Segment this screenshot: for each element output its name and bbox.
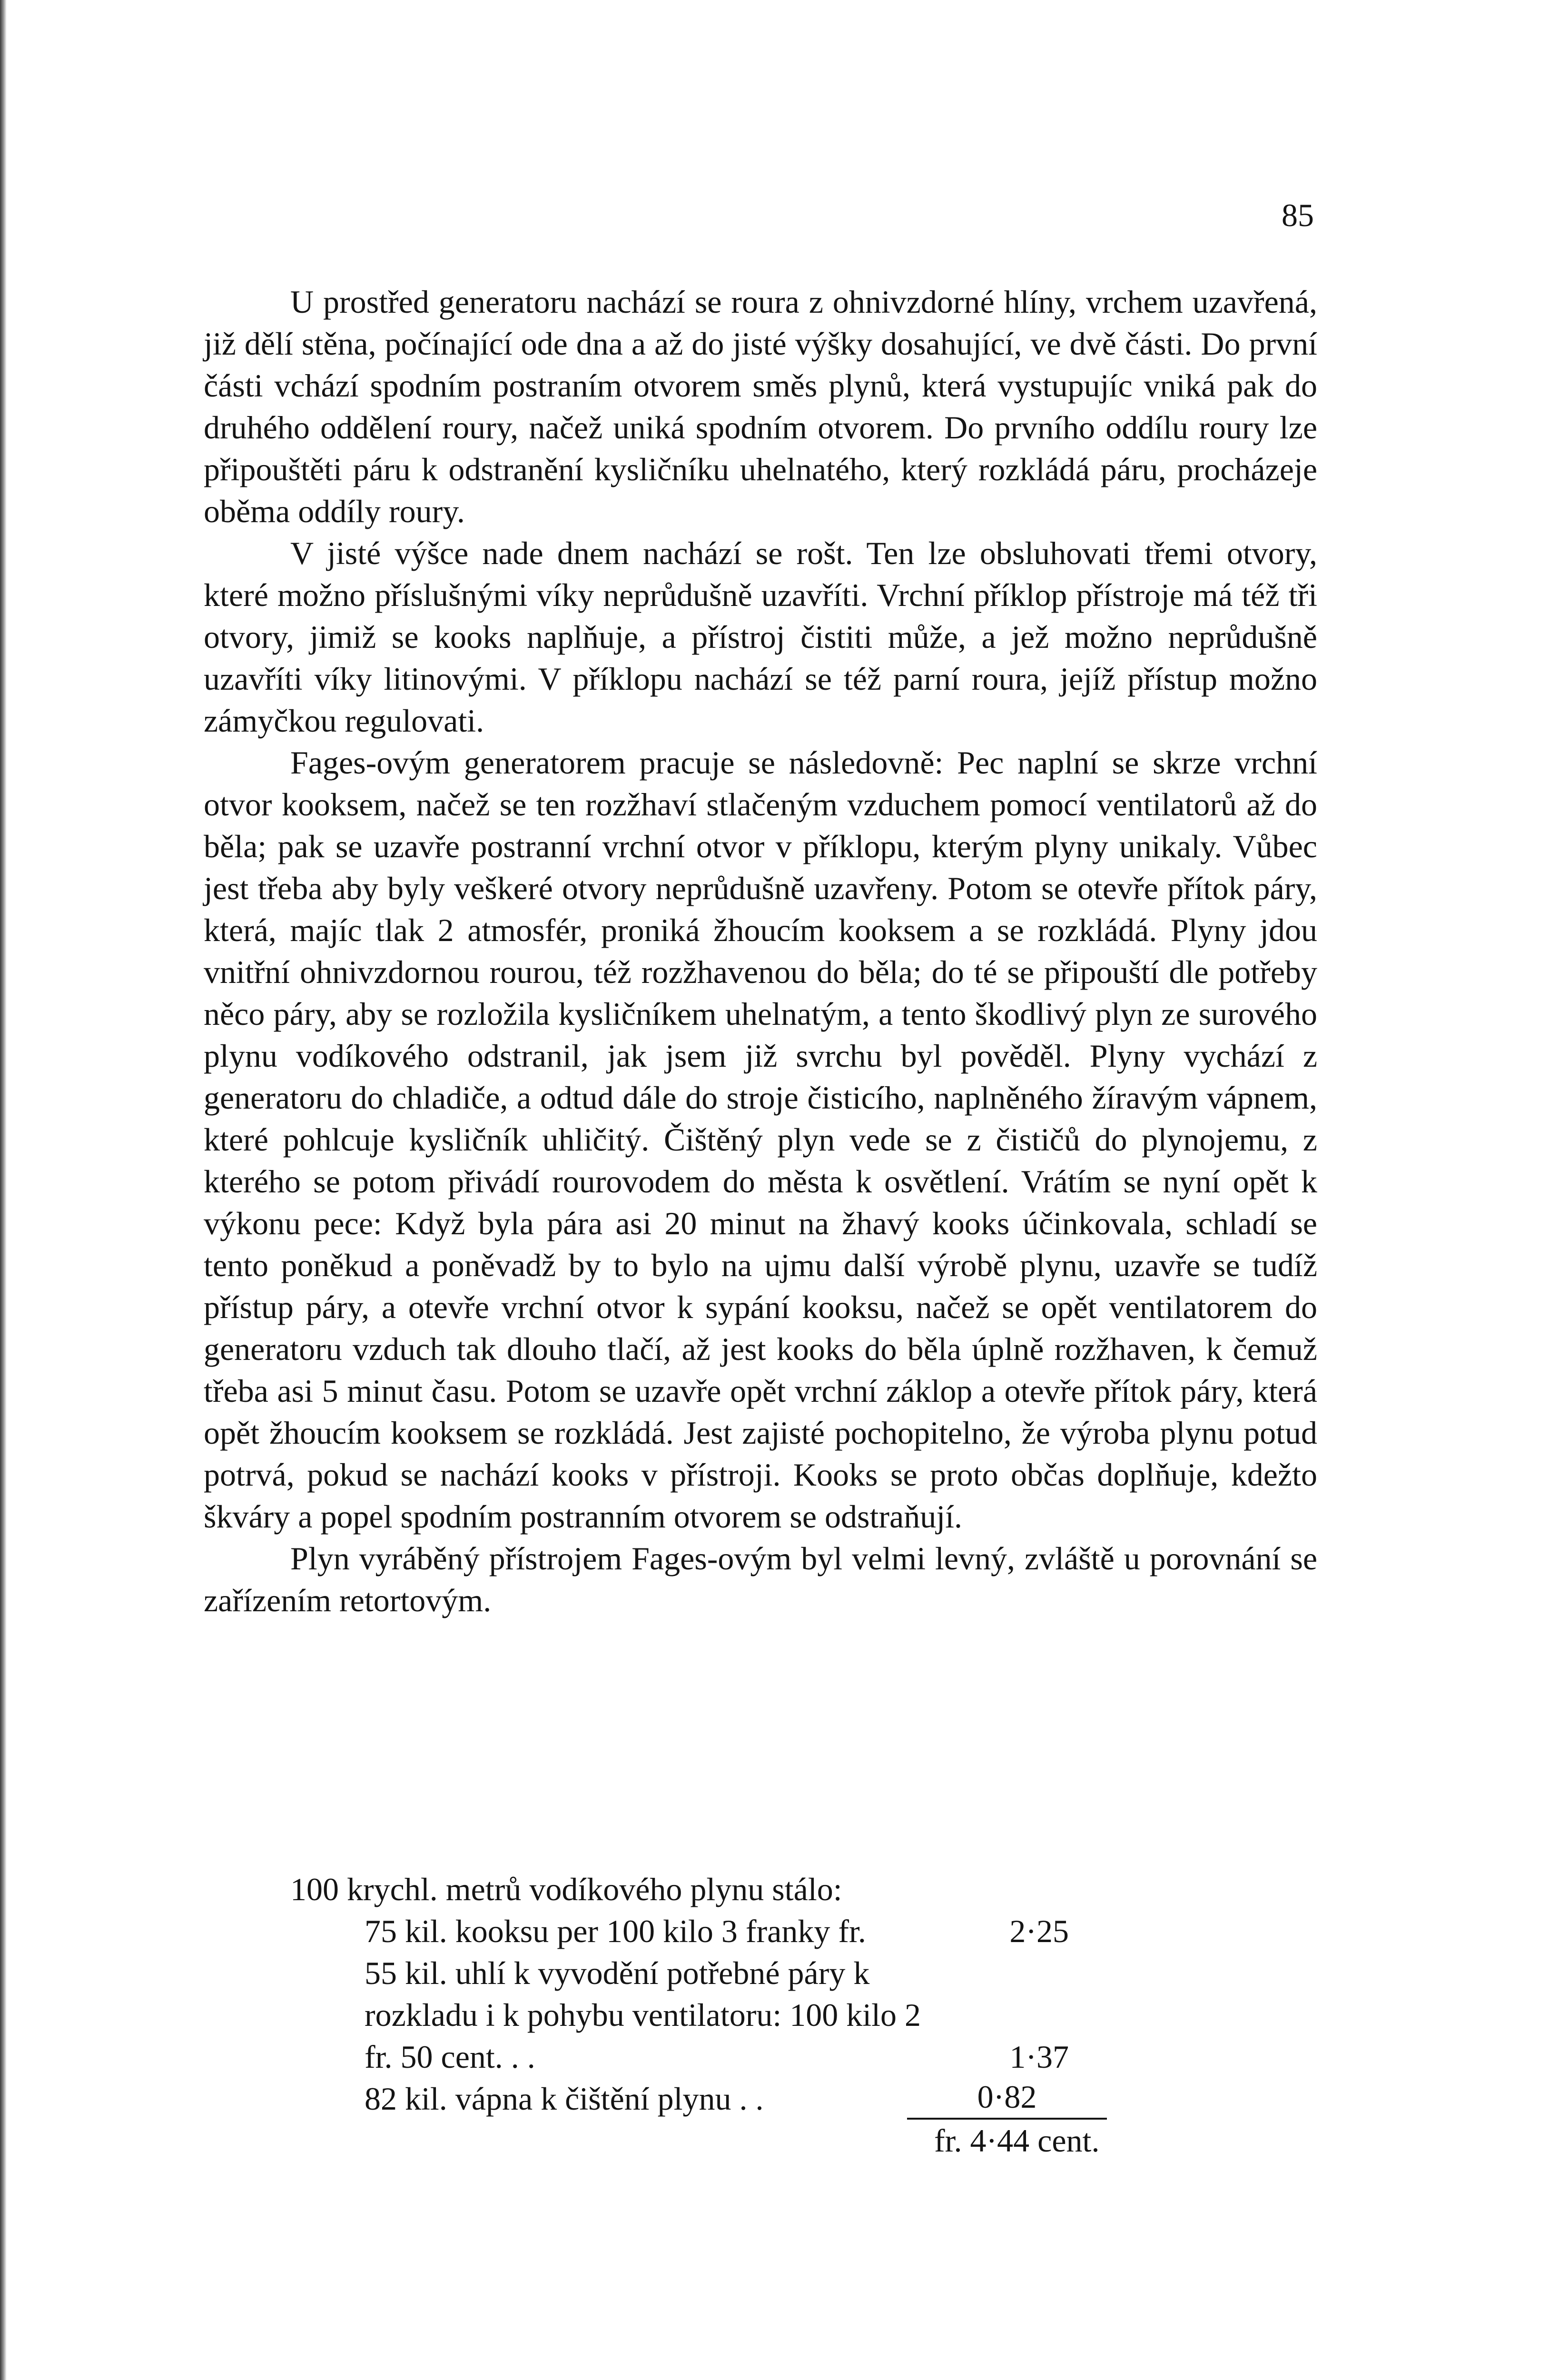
- cost-row: [365, 1952, 1126, 2078]
- cost-row-value: 2·25: [1009, 1913, 1069, 1949]
- paragraph: V jisté výšce nade dnem nachází se rošt. Ten lze obsluhovati třemi otvory, které možno příslušnými víky neprůdušně uzavříti. Vrchní příklop přístroje má též tři otvory, jimiž se kooks naplňuje, a přístroj čistiti může, a jež možno neprůdušně uzavříti víky litinovými. V příklopu nachází se též parní roura, jejíž přístup možno zámyčkou regulovati.: [204, 535, 1317, 739]
- cost-table: [204, 1868, 1327, 2162]
- cost-row-description: 55 kil. uhlí k vyvodění potřebné páry k rozkladu i k pohybu ventilatoru: 100 kilo 2 fr. 50 cent. . .: [365, 1955, 921, 2075]
- body-text: [204, 281, 1317, 1621]
- cost-row: [365, 2078, 1126, 2120]
- paragraph: Fages-ovým generatorem pracuje se následovně: Pec naplní se skrze vrchní otvor kooksem, načež se ten rozžhaví stlačeným vzduchem pomocí ventilatorů až do běla; pak se uzavře postranní vrchní otvor v příklopu, kterým plyny unikaly. Vůbec jest třeba aby byly veškeré otvory neprůdušně uzavřeny. Potom se otevře přítok páry, která, majíc tlak 2 atmosfér, proniká žhoucím kooksem a se rozkládá. Plyny jdou vnitřní ohnivzdornou rourou, též rozžhavenou do běla; do té se připouští dle potřeby něco páry, aby se rozložila kysličníkem uhelnatým, a tento škodlivý plyn ze surového plynu vodíkového odstranil, jak jsem již svrchu byl pověděl. Plyny vychází z generatoru do chladiče, a odtud dále do stroje čisticího, naplněného žíravým vápnem, které pohlcuje kysličník uhličitý. Čištěný plyn vede se z čističů do plynojemu, z kterého se potom přivádí rourovodem do města k osvětlení. Vrátím se nyní opět k výkonu pece: Když byla pára asi 20 minut na žhavý kooks účinkovala, schladí se tento poněkud a poněvadž by to bylo na ujmu další výrobě plynu, uzavře se tudíž přístup páry, a otevře vrchní otvor k sypání kooksu, načež se opět ventilatorem do generatoru vzduch tak dlouho tlačí, až jest kooks do běla úplně rozžhaven, k čemuž třeba asi 5 minut času. Potom se uzavře opět vrchní záklop a otevře přítok páry, která opět žhoucím kooksem se rozkládá. Jest zajisté pochopitelno, že výroba plynu potud potrvá, pokud se nachází kooks v přístroji. Kooks se proto občas doplňuje, kdežto škváry a popel spodním postranním otvorem se odstraňují.: [204, 744, 1317, 1535]
- paragraph: Plyn vyráběný přístrojem Fages-ovým byl velmi levný, zvláště u porovnání se zařízením retortovým.: [204, 1540, 1317, 1618]
- cost-row-value: 1·37: [1009, 2039, 1069, 2075]
- page-binding-edge: [0, 0, 7, 2380]
- cost-table-heading: 100 krychl. metrů vodíkového plynu stálo:: [290, 1871, 842, 1907]
- cost-row-description: 75 kil. kooksu per 100 kilo 3 franky fr.: [365, 1913, 866, 1949]
- page-number: 85: [1282, 197, 1314, 233]
- paragraph: U prostřed generatoru nachází se roura z ohnivzdorné hlíny, vrchem uzavřená, již dělí stěna, počínající ode dna a až do jisté výšky dosahující, ve dvě části. Do první části vchází spodním postraním otvorem směs plynů, která vystupujíc vniká pak do druhého oddělení roury, načež uniká spodním otvorem. Do prvního oddílu roury lze připouštěti páru k odstranění kysličníku uhelnatého, který rozkládá páru, procházeje oběma oddíly roury.: [204, 284, 1317, 529]
- cost-row-description: 82 kil. vápna k čištění plynu . .: [365, 2081, 764, 2117]
- cost-row: [365, 1910, 1126, 1952]
- cost-total: fr. 4·44 cent.: [934, 2122, 1100, 2159]
- cost-row-value: 0·82: [907, 2076, 1107, 2120]
